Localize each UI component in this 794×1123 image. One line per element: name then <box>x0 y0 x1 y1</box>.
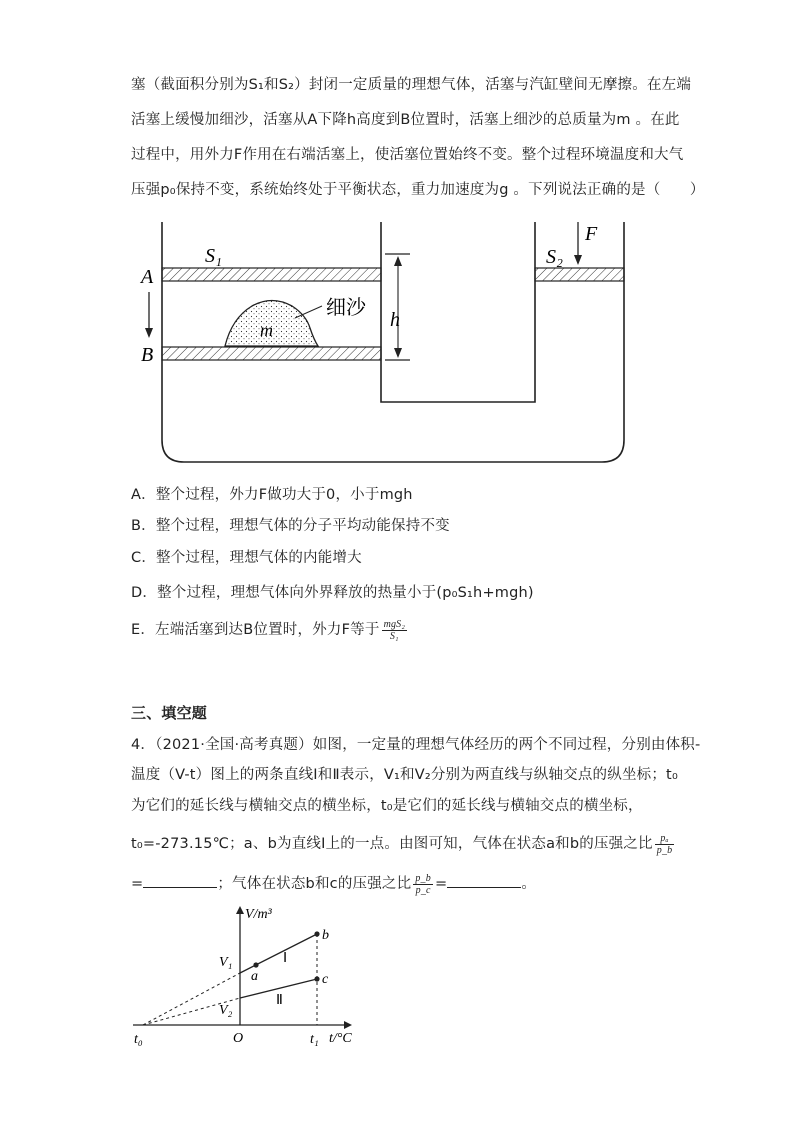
V1-label: V₁ <box>219 955 233 970</box>
q3-option-C: C．整个过程，理想气体的内能增大 <box>131 550 362 566</box>
point-c <box>314 976 319 981</box>
q3-option-E <box>131 618 409 642</box>
q4-line3: 为它们的延长线与横轴交点的横坐标，t₀是它们的延长线与横轴交点的横坐标， <box>131 798 643 814</box>
label-S1: S₁ <box>205 245 222 267</box>
q3-option-E-text: E．左端活塞到达B位置时，外力F等于 <box>131 622 380 638</box>
q3-option-E-fraction: $\frac{\text{mgS₂}}{\text{S₁}}$ <box>383 618 406 642</box>
t1-label: t₁ <box>310 1032 319 1047</box>
q3-option-A: A．整个过程，外力F做功大于0，小于mgh <box>131 487 413 503</box>
label-B: B <box>141 344 154 366</box>
label-h: h <box>390 309 400 331</box>
q3-stem-line2: 活塞上缓慢加细沙，活塞从A下降h高度到B位置时，活塞上细沙的总质量为m 。在此 <box>131 112 680 128</box>
point-a-label: a <box>251 969 258 984</box>
q4-line4-text: t₀=-273.15℃；a、b为直线Ⅰ上的一点。由图可知，气体在状态a和b的压强之比 <box>131 836 653 852</box>
label-S2: S₂ <box>546 246 563 268</box>
piston-at-B <box>162 347 381 360</box>
piston-at-A <box>162 268 381 281</box>
line-II-label: Ⅱ <box>276 993 283 1008</box>
pressure-ratio-ab: $\frac{\text{pₐ}}{p\_b}$ <box>656 832 673 856</box>
piston-right <box>535 268 624 281</box>
x-axis-arrow-icon <box>344 1021 352 1029</box>
arrow-down-icon <box>145 328 153 338</box>
pressure-ratio-bc: $\frac{p\_b}{p\_c}$ <box>415 872 431 896</box>
label-A: A <box>141 266 154 288</box>
q3-stem-line1: 塞（截面积分别为S₁和S₂）封闭一定质量的理想气体，活塞与汽缸壁间无摩擦。在左端 <box>131 77 692 93</box>
point-b <box>314 931 319 936</box>
q4-line5: = ；气体在状态b和c的压强之比 $\frac{p\_b}{p\_c}$ = 。 <box>131 872 537 896</box>
line-I-label: Ⅰ <box>283 951 288 966</box>
y-axis-label: V/m³ <box>245 907 272 922</box>
force-arrow-icon <box>574 255 582 265</box>
piston-diagram <box>130 210 630 470</box>
x-axis-label: t/°C <box>329 1031 352 1046</box>
label-sand: 细沙 <box>326 295 366 319</box>
point-c-label: c <box>322 972 329 987</box>
V2-label: V₂ <box>219 1003 233 1018</box>
label-F: F <box>585 223 598 245</box>
q3-option-D: D．整个过程，理想气体向外界释放的热量小于(p₀S₁h+mgh) <box>131 585 534 601</box>
vt-graph <box>130 900 370 1050</box>
q4-line2: 温度（V-t）图上的两条直线Ⅰ和Ⅱ表示，V₁和V₂分别为两直线与纵轴交点的纵坐标；t₀ <box>131 767 678 783</box>
origin-label: O <box>233 1031 244 1046</box>
q4-line1: 4．（2021·全国·高考真题）如图，一定量的理想气体经历的两个不同过程，分别由体积- <box>131 737 701 753</box>
t0-label: t₀ <box>134 1032 143 1047</box>
point-b-label: b <box>322 928 329 943</box>
y-axis-arrow-icon <box>236 906 244 914</box>
q3-stem-line4: 压强p₀保持不变，系统始终处于平衡状态，重力加速度为g 。下列说法正确的是（ ） <box>131 182 705 198</box>
answer-blank-1[interactable] <box>143 873 217 888</box>
q3-option-B: B．整个过程，理想气体的分子平均动能保持不变 <box>131 518 450 534</box>
label-m: m <box>260 320 273 340</box>
q3-stem-line3: 过程中，用外力F作用在右端活塞上，使活塞位置始终不变。整个过程环境温度和大气 <box>131 147 684 163</box>
q4-line4 <box>131 832 676 856</box>
line-I <box>240 934 317 973</box>
answer-blank-2[interactable] <box>447 873 521 888</box>
partition-wall <box>381 222 535 402</box>
point-a <box>253 962 258 967</box>
section-title: 三、填空题 <box>131 704 208 722</box>
